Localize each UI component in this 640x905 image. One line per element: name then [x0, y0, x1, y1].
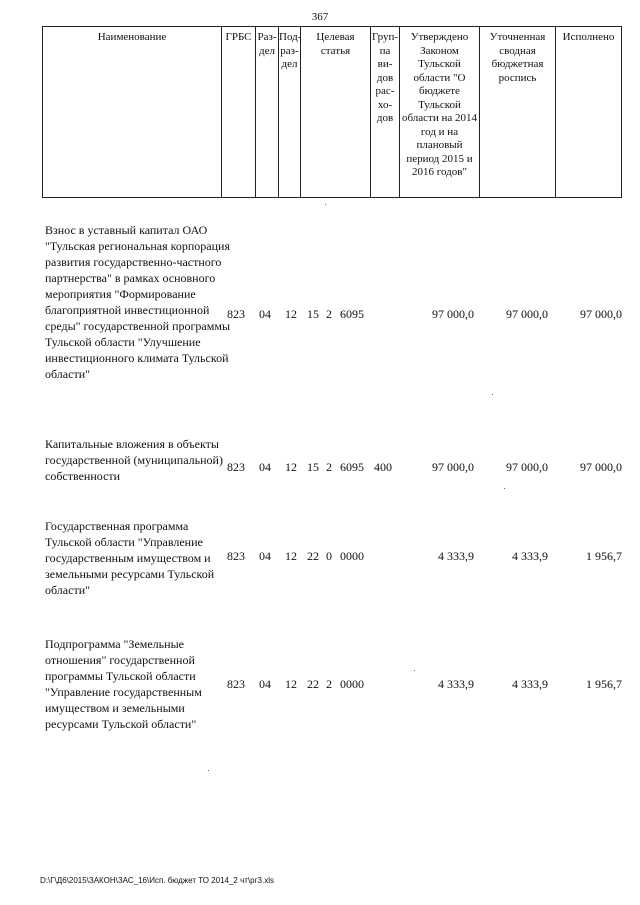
row-cs3: 0000: [340, 549, 364, 563]
header-name: Наименование: [97, 31, 167, 43]
row-refined: 97 000,0: [506, 307, 548, 321]
row-vr: 400: [374, 460, 392, 474]
row-executed: 1 956,7: [586, 677, 622, 691]
row-refined: 97 000,0: [506, 460, 548, 474]
header-podrazdel: Под-раз-дел: [278, 27, 300, 197]
scan-speck: [325, 204, 326, 205]
row-cs3: 0000: [340, 677, 364, 691]
row-razdel: 04: [259, 307, 271, 321]
row-approved: 97 000,0: [432, 307, 474, 321]
header-approved: Утверждено Законом Тульской области "О бюджете Тульской области на 2014 год и на плановый период 2015 и 2016 годов": [399, 27, 479, 197]
row-cs2: 2: [326, 460, 332, 474]
scan-speck: [504, 488, 505, 489]
row-name: Государственная программа Тульской области "Управление государственным имуществом и земельными ресурсами Тульской области": [45, 519, 215, 597]
header-executed: Исполнено: [555, 27, 621, 197]
row-cs1: 22: [307, 549, 319, 563]
row-razdel: 04: [259, 460, 271, 474]
header-table: [42, 26, 622, 198]
row-cs2: 0: [326, 549, 332, 563]
row-podrazdel: 12: [285, 549, 297, 563]
row-name: Подпрограмма "Земельные отношения" государственной программы Тульской области "Управление государственным имуществом и земельными ресурсами Тульской области": [45, 637, 202, 731]
row-razdel: 04: [259, 549, 271, 563]
row-razdel: 04: [259, 677, 271, 691]
row-approved: 97 000,0: [432, 460, 474, 474]
footer-file-path: D:\Г\Д6\2015\ЗАКОН\ЗАС_16\Исп. бюджет ТО 2014_2 чт\рг3.xls: [40, 876, 274, 885]
row-grbs: 823: [227, 460, 245, 474]
row-executed: 97 000,0: [580, 460, 622, 474]
row-podrazdel: 12: [285, 460, 297, 474]
header-grbs: ГРБС: [221, 27, 255, 197]
row-grbs: 823: [227, 549, 245, 563]
row-grbs: 823: [227, 677, 245, 691]
header-target: Целевая статья: [300, 27, 370, 197]
row-cs1: 22: [307, 677, 319, 691]
row-executed: 97 000,0: [580, 307, 622, 321]
row-podrazdel: 12: [285, 677, 297, 691]
header-razdel: Раз-дел: [255, 27, 278, 197]
row-cs2: 2: [326, 677, 332, 691]
row-executed: 1 956,7: [586, 549, 622, 563]
row-cs1: 15: [307, 460, 319, 474]
row-name: Капитальные вложения в объекты государственной (муниципальной) собственности: [45, 437, 223, 483]
row-name: Взнос в уставный капитал ОАО "Тульская региональная корпорация развития государственно-частного партнерства" в рамках основного мероприятия "Формирование благоприятной инвестиционной среды" государственной программы Тульской области "Улучшение инвестиционного климата Тульской области": [45, 223, 231, 381]
header-group: Груп-па ви-дов рас-хо-дов: [370, 27, 399, 197]
page-number: 367: [311, 11, 329, 23]
scan-speck: [414, 670, 415, 671]
row-refined: 4 333,9: [512, 677, 548, 691]
row-cs2: 2: [326, 307, 332, 321]
row-cs3: 6095: [340, 460, 364, 474]
scan-speck: [208, 770, 209, 771]
scan-speck: [492, 394, 493, 395]
row-grbs: 823: [227, 307, 245, 321]
row-refined: 4 333,9: [512, 549, 548, 563]
row-cs1: 15: [307, 307, 319, 321]
header-refined: Уточненная сводная бюджетная роспись: [479, 27, 555, 197]
row-podrazdel: 12: [285, 307, 297, 321]
row-cs3: 6095: [340, 307, 364, 321]
row-approved: 4 333,9: [438, 549, 474, 563]
row-approved: 4 333,9: [438, 677, 474, 691]
